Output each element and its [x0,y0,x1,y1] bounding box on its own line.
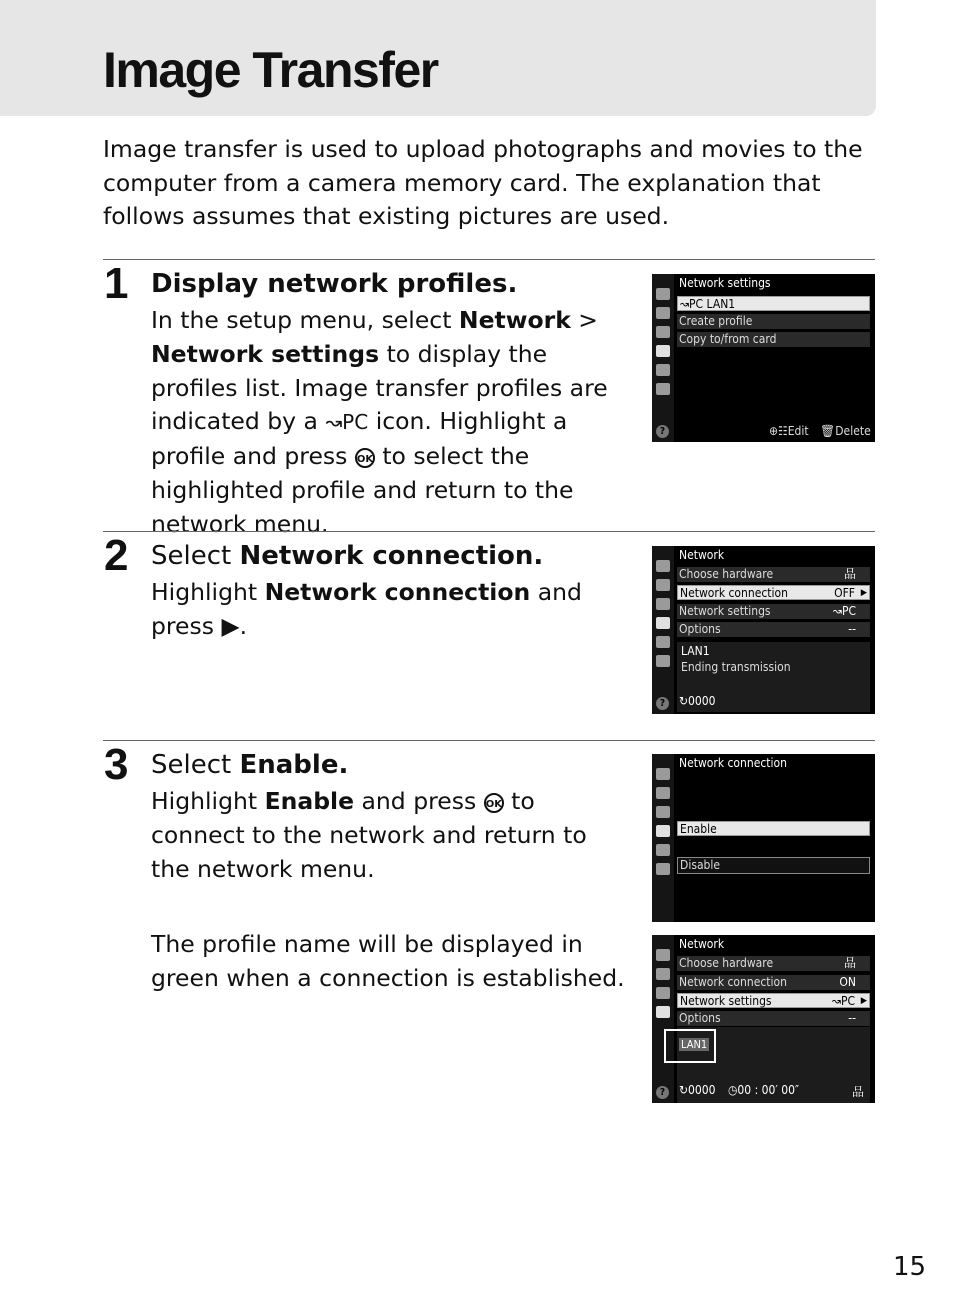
step-3-note: The profile name will be displayed in green when a connection is established. [151,930,625,992]
custom-settings-icon [656,326,670,338]
pc-profile-icon: ↝PC [325,410,369,435]
setup-menu-icon [656,345,670,357]
playback-menu-icon [656,288,670,300]
step-1-rule [103,259,875,260]
playback-menu-icon [656,949,670,961]
screen-network-menu [652,546,875,714]
options-row[interactable]: Options -- [677,622,870,637]
elapsed-timer: ◷00 : 00′ 00″ [728,1083,800,1097]
footer-delete: 🗑Delete [820,424,871,438]
setup-menu-icon [656,825,670,837]
my-menu-icon [656,863,670,875]
screen-header: Network [679,548,725,562]
network-settings-row[interactable]: Network settings ↝PC [677,604,870,619]
screen-network-settings [652,274,875,442]
shooting-menu-icon [656,579,670,591]
ok-button-icon: OK [355,448,375,468]
screen-header: Network settings [679,276,771,290]
step-1-number: 1 [104,259,129,308]
right-arrow-icon: ▶ [860,996,867,1006]
connected-profile-badge: LAN1 [664,1029,716,1063]
transfer-counter: ↻0000 [679,694,716,708]
step-3-number: 3 [104,740,129,789]
right-arrow-icon: ▶ [860,588,867,598]
screen-header: Network connection [679,756,787,770]
network-connection-row[interactable]: Network connection ON [677,975,870,990]
custom-settings-icon [656,806,670,818]
step-2-rule [103,531,875,532]
my-menu-icon [656,383,670,395]
options-row[interactable]: Options -- [677,1011,870,1026]
step-1-body: In the setup menu, select Network > Network settings to display the profiles list. Image transfer profiles are indicated by a ↝PC icon. Highlight a profile and press OK to select the highlighted profile and return to the network menu. [151,306,608,538]
help-icon: ? [656,697,669,710]
retouch-menu-icon [656,844,670,856]
choose-hardware-row[interactable]: Choose hardware 品 [677,956,870,971]
page-title: Image Transfer [103,42,438,98]
shooting-menu-icon [656,968,670,980]
screen-network-connected [652,935,875,1103]
playback-menu-icon [656,560,670,572]
setup-menu-icon [656,1006,670,1018]
disable-option[interactable]: Disable [677,857,870,874]
screen-network-connection [652,754,875,922]
network-status-icon: 品 [852,1085,865,1099]
network-connection-row[interactable]: Network connection OFF ▶ [677,585,870,600]
network-hardware-icon: 品 [843,567,856,581]
screen-header: Network [679,937,725,951]
step-2-body: Highlight Network connection and press ▶. [151,578,582,640]
retouch-menu-icon [656,636,670,648]
step-3-body: Highlight Enable and press OK to connect to the network and return to the network menu. [151,787,587,883]
zoom-key-icon: ⊕☷ [769,424,788,438]
copy-card-row[interactable]: Copy to/from card [677,332,870,347]
custom-settings-icon [656,987,670,999]
my-menu-icon [656,655,670,667]
network-settings-row[interactable]: Network settings ↝PC ▶ [677,993,870,1008]
step-3-heading: Select Enable. [151,750,349,780]
intro-paragraph: Image transfer is used to upload photographs and movies to the computer from a camera memory card. The explanation that follows assumes that existing pictures are used. [103,135,863,230]
trash-icon: 🗑 [820,424,836,438]
profile-row-lan1[interactable]: ↝PC LAN1 [677,296,870,311]
page-number: 15 [893,1252,927,1282]
step-2-heading: Select Network connection. [151,541,544,571]
status-text: Ending transmission [681,660,791,674]
choose-hardware-row[interactable]: Choose hardware 品 [677,567,870,582]
ok-button-icon: OK [484,793,504,813]
custom-settings-icon [656,598,670,610]
step-3-rule [103,740,875,741]
help-icon: ? [656,425,669,438]
step-1-heading: Display network profiles. [151,269,518,299]
enable-option[interactable]: Enable [677,821,870,836]
network-hardware-icon: 品 [843,956,856,970]
footer-edit: ⊕☷Edit [769,424,809,438]
retouch-menu-icon [656,364,670,376]
step-2-number: 2 [104,531,129,580]
transfer-counter: ↻0000 [679,1083,716,1097]
right-arrow-icon: ▶ [221,611,240,640]
shooting-menu-icon [656,307,670,319]
status-profile: LAN1 [681,644,710,658]
playback-menu-icon [656,768,670,780]
create-profile-row[interactable]: Create profile [677,314,870,329]
setup-menu-icon [656,617,670,629]
shooting-menu-icon [656,787,670,799]
help-icon: ? [656,1086,669,1099]
